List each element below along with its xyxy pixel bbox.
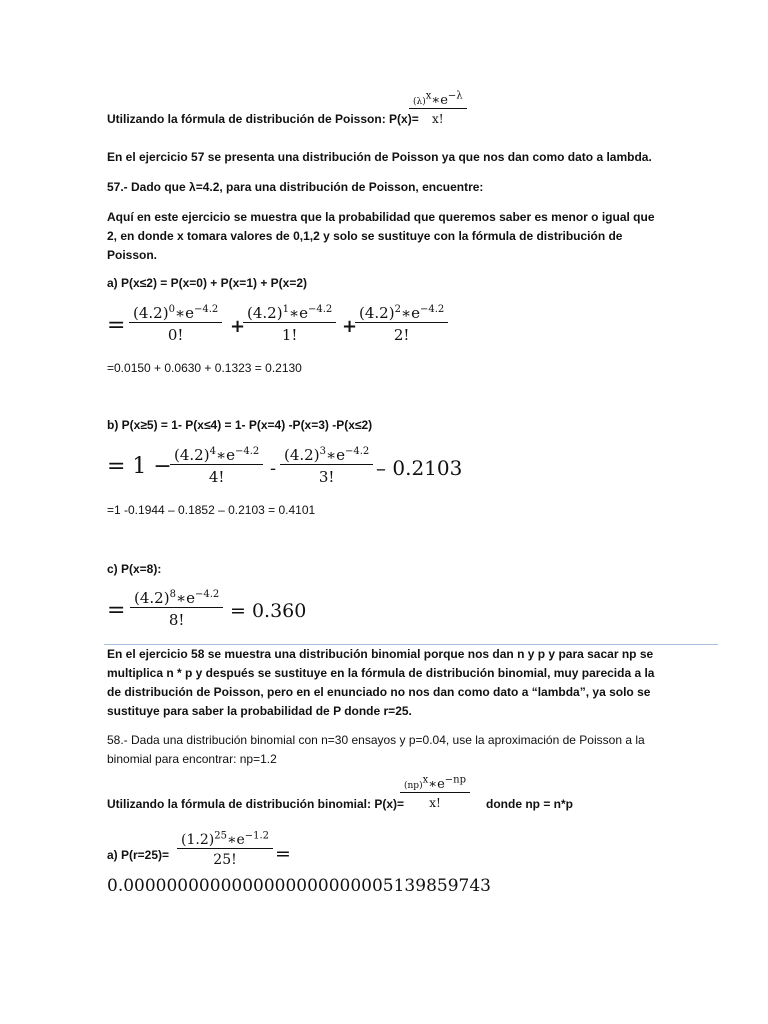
- ex57-b-term-0: $\frac{(4.2)^4∗e^{-4.2}}{4!}$: [170, 446, 263, 486]
- binomial-formula-fraction: $\frac{(np)^x∗e^{-np}}{x!}$: [400, 777, 470, 810]
- ex58-intro: En el ejercicio 58 se muestra una distribución binomial porque nos dan n y p y para sacar np se multiplica n * p y después se sustituye en la fórmula de distribución binomial, muy parecida a la de distribución de Poisson, pero en el enunciado no nos dan como dato a “lambda”, ya solo se sustituye para saber la probabilidad de P donde r=25.: [107, 647, 655, 718]
- ex58-a-term: $\frac{(1.2)^{25}∗e^{-1.2}}{25!}$: [177, 832, 273, 868]
- ex57-a-term-2: $\frac{(4.2)^2∗e^{-4.2}}{2!}$: [355, 304, 448, 344]
- poisson-formula-label: Utilizando la fórmula de distribución de Poisson: P(x)=: [107, 112, 419, 126]
- ex57-b-prefix: = 1 −: [107, 454, 172, 479]
- ex57-intro: En el ejercicio 57 se presenta una distribución de Poisson ya que nos dan como dato a lambda.: [107, 150, 652, 164]
- ex58-a-label: a) P(r=25)=: [107, 848, 170, 862]
- ex57-c-prefix: =: [107, 598, 126, 623]
- ex57-a-term-1: $\frac{(4.2)^1∗e^{-4.2}}{1!}$: [243, 304, 336, 344]
- ex57-a-equals: =: [107, 313, 126, 338]
- ex57-a-result: =0.0150 + 0.0630 + 0.1323 = 0.2130: [107, 361, 302, 375]
- plus-sign: +: [230, 316, 246, 337]
- ex57-c-suffix: = 0.360: [230, 600, 307, 622]
- ex57-a-term-0: $\frac{(4.2)^0∗e^{-4.2}}{0!}$: [129, 304, 222, 344]
- binomial-formula-suffix: donde np = n*p: [486, 797, 573, 811]
- ex57-b-term-1: $\frac{(4.2)^3∗e^{-4.2}}{3!}$: [280, 446, 373, 486]
- ex57-b-label: b) P(x≥5) = 1- P(x≤4) = 1- P(x=4) -P(x=3) -P(x≤2): [107, 418, 373, 432]
- ex57-c-label: c) P(x=8):: [107, 562, 162, 576]
- ex57-a-label: a) P(x≤2) = P(x=0) + P(x=1) + P(x=2): [107, 276, 308, 290]
- ex57-b-result: =1 -0.1944 – 0.1852 – 0.2103 = 0.4101: [107, 503, 316, 517]
- plus-sign: +: [342, 316, 358, 337]
- minus-sign: -: [270, 458, 277, 479]
- ex58-a-equals: =: [275, 843, 291, 865]
- ex58-a-result: 0.0000000000000000000000005139859743: [107, 876, 491, 896]
- ex58-statement: 58.- Dada una distribución binomial con n=30 ensayos y p=0.04, use la aproximación de Poisson a la binomial para encontrar: np=1.2: [107, 733, 645, 766]
- ex57-b-suffix: – 0.2103: [376, 456, 463, 480]
- poisson-formula-fraction: $\frac{(\lambda)^x∗e^{-\lambda}}{x!}$: [409, 93, 467, 126]
- ex57-statement: 57.- Dado que λ=4.2, para una distribución de Poisson, encuentre:: [107, 180, 484, 194]
- ex57-c-term: $\frac{(4.2)^8∗e^{-4.2}}{8!}$: [130, 589, 223, 629]
- ex57-explanation: Aquí en este ejercicio se muestra que la probabilidad que queremos saber es menor o igual que 2, en donde x tomara valores de 0,1,2 y solo se sustituye con la fórmula de distribución de Poisson.: [107, 210, 655, 262]
- binomial-formula-label: Utilizando la fórmula de distribución binomial: P(x)=: [107, 797, 405, 811]
